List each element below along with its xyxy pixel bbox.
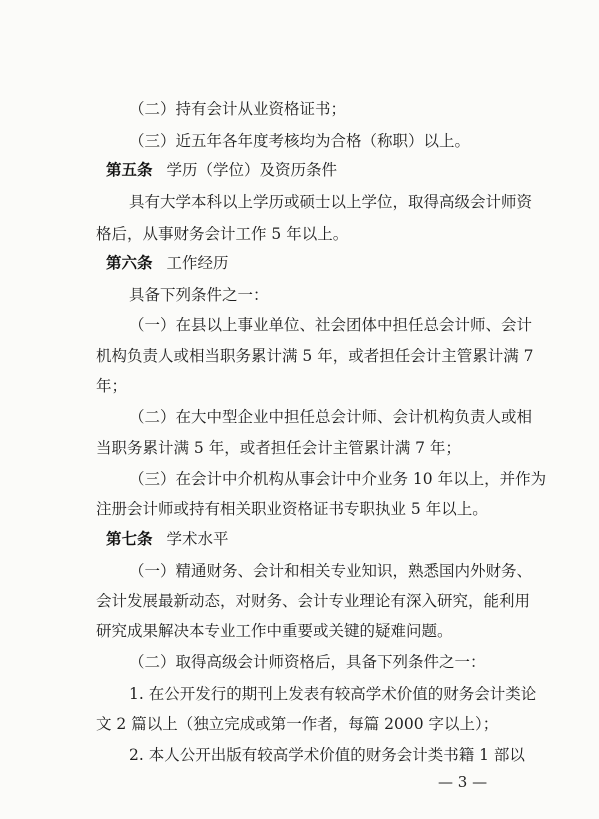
article-7-title: 学术水平 bbox=[166, 530, 229, 548]
paragraph-line: 具备下列条件之一： bbox=[129, 286, 269, 304]
paragraph-line: （二）在大中型企业中担任总会计师、会计机构负责人或相 bbox=[129, 408, 533, 426]
paragraph-line: 具有大学本科以上学历或硕士以上学位，取得高级会计师资 bbox=[129, 193, 533, 211]
paragraph-line: （二）取得高级会计师资格后，具备下列条件之一： bbox=[129, 653, 486, 671]
article-5-heading bbox=[106, 160, 337, 180]
article-6-title: 工作经历 bbox=[166, 254, 229, 272]
article-6-number: 第六条 bbox=[106, 253, 153, 272]
paragraph-line: 年； bbox=[96, 377, 128, 395]
paragraph-line: 机构负责人或相当职务累计满 5 年，或者担任会计主管累计满 7 bbox=[96, 347, 534, 365]
paragraph-line: 研究成果解决本专业工作中重要或关键的疑难问题。 bbox=[96, 622, 453, 640]
paragraph-line: 格后，从事财务会计工作 5 年以上。 bbox=[96, 225, 349, 243]
paragraph-line: （一）在县以上事业单位、社会团体中担任总会计师、会计 bbox=[129, 316, 533, 334]
paragraph-line: 1. 在公开发行的期刊上发表有较高学术价值的财务会计类论 bbox=[129, 685, 537, 703]
article-6-heading bbox=[106, 253, 229, 273]
page-number: — 3 — bbox=[438, 773, 488, 791]
paragraph-line: 注册会计师或持有相关职业资格证书专职执业 5 年以上。 bbox=[96, 500, 488, 518]
article-5-number: 第五条 bbox=[106, 160, 153, 179]
paragraph-line: 文 2 篇以上（独立完成或第一作者，每篇 2000 字以上）； bbox=[96, 715, 499, 733]
paragraph-line: 2. 本人公开出版有较高学术价值的财务会计类书籍 1 部以 bbox=[129, 746, 525, 764]
paragraph-line: 会计发展最新动态，对财务、会计专业理论有深入研究，能利用 bbox=[96, 592, 531, 610]
article-7-number: 第七条 bbox=[106, 529, 153, 548]
paragraph-line: （一）精通财务、会计和相关专业知识，熟悉国内外财务、 bbox=[129, 562, 533, 580]
paragraph-line: 当职务累计满 5 年，或者担任会计主管累计满 7 年； bbox=[96, 439, 461, 457]
item-2-certificate: （二）持有会计从业资格证书； bbox=[129, 100, 347, 118]
item-3-assessment: （三）近五年各年度考核均为合格（称职）以上。 bbox=[129, 132, 471, 150]
paragraph-line: （三）在会计中介机构从事会计中介业务 10 年以上，并作为 bbox=[129, 470, 547, 488]
article-5-title: 学历（学位）及资历条件 bbox=[166, 161, 338, 179]
article-7-heading bbox=[106, 529, 229, 549]
